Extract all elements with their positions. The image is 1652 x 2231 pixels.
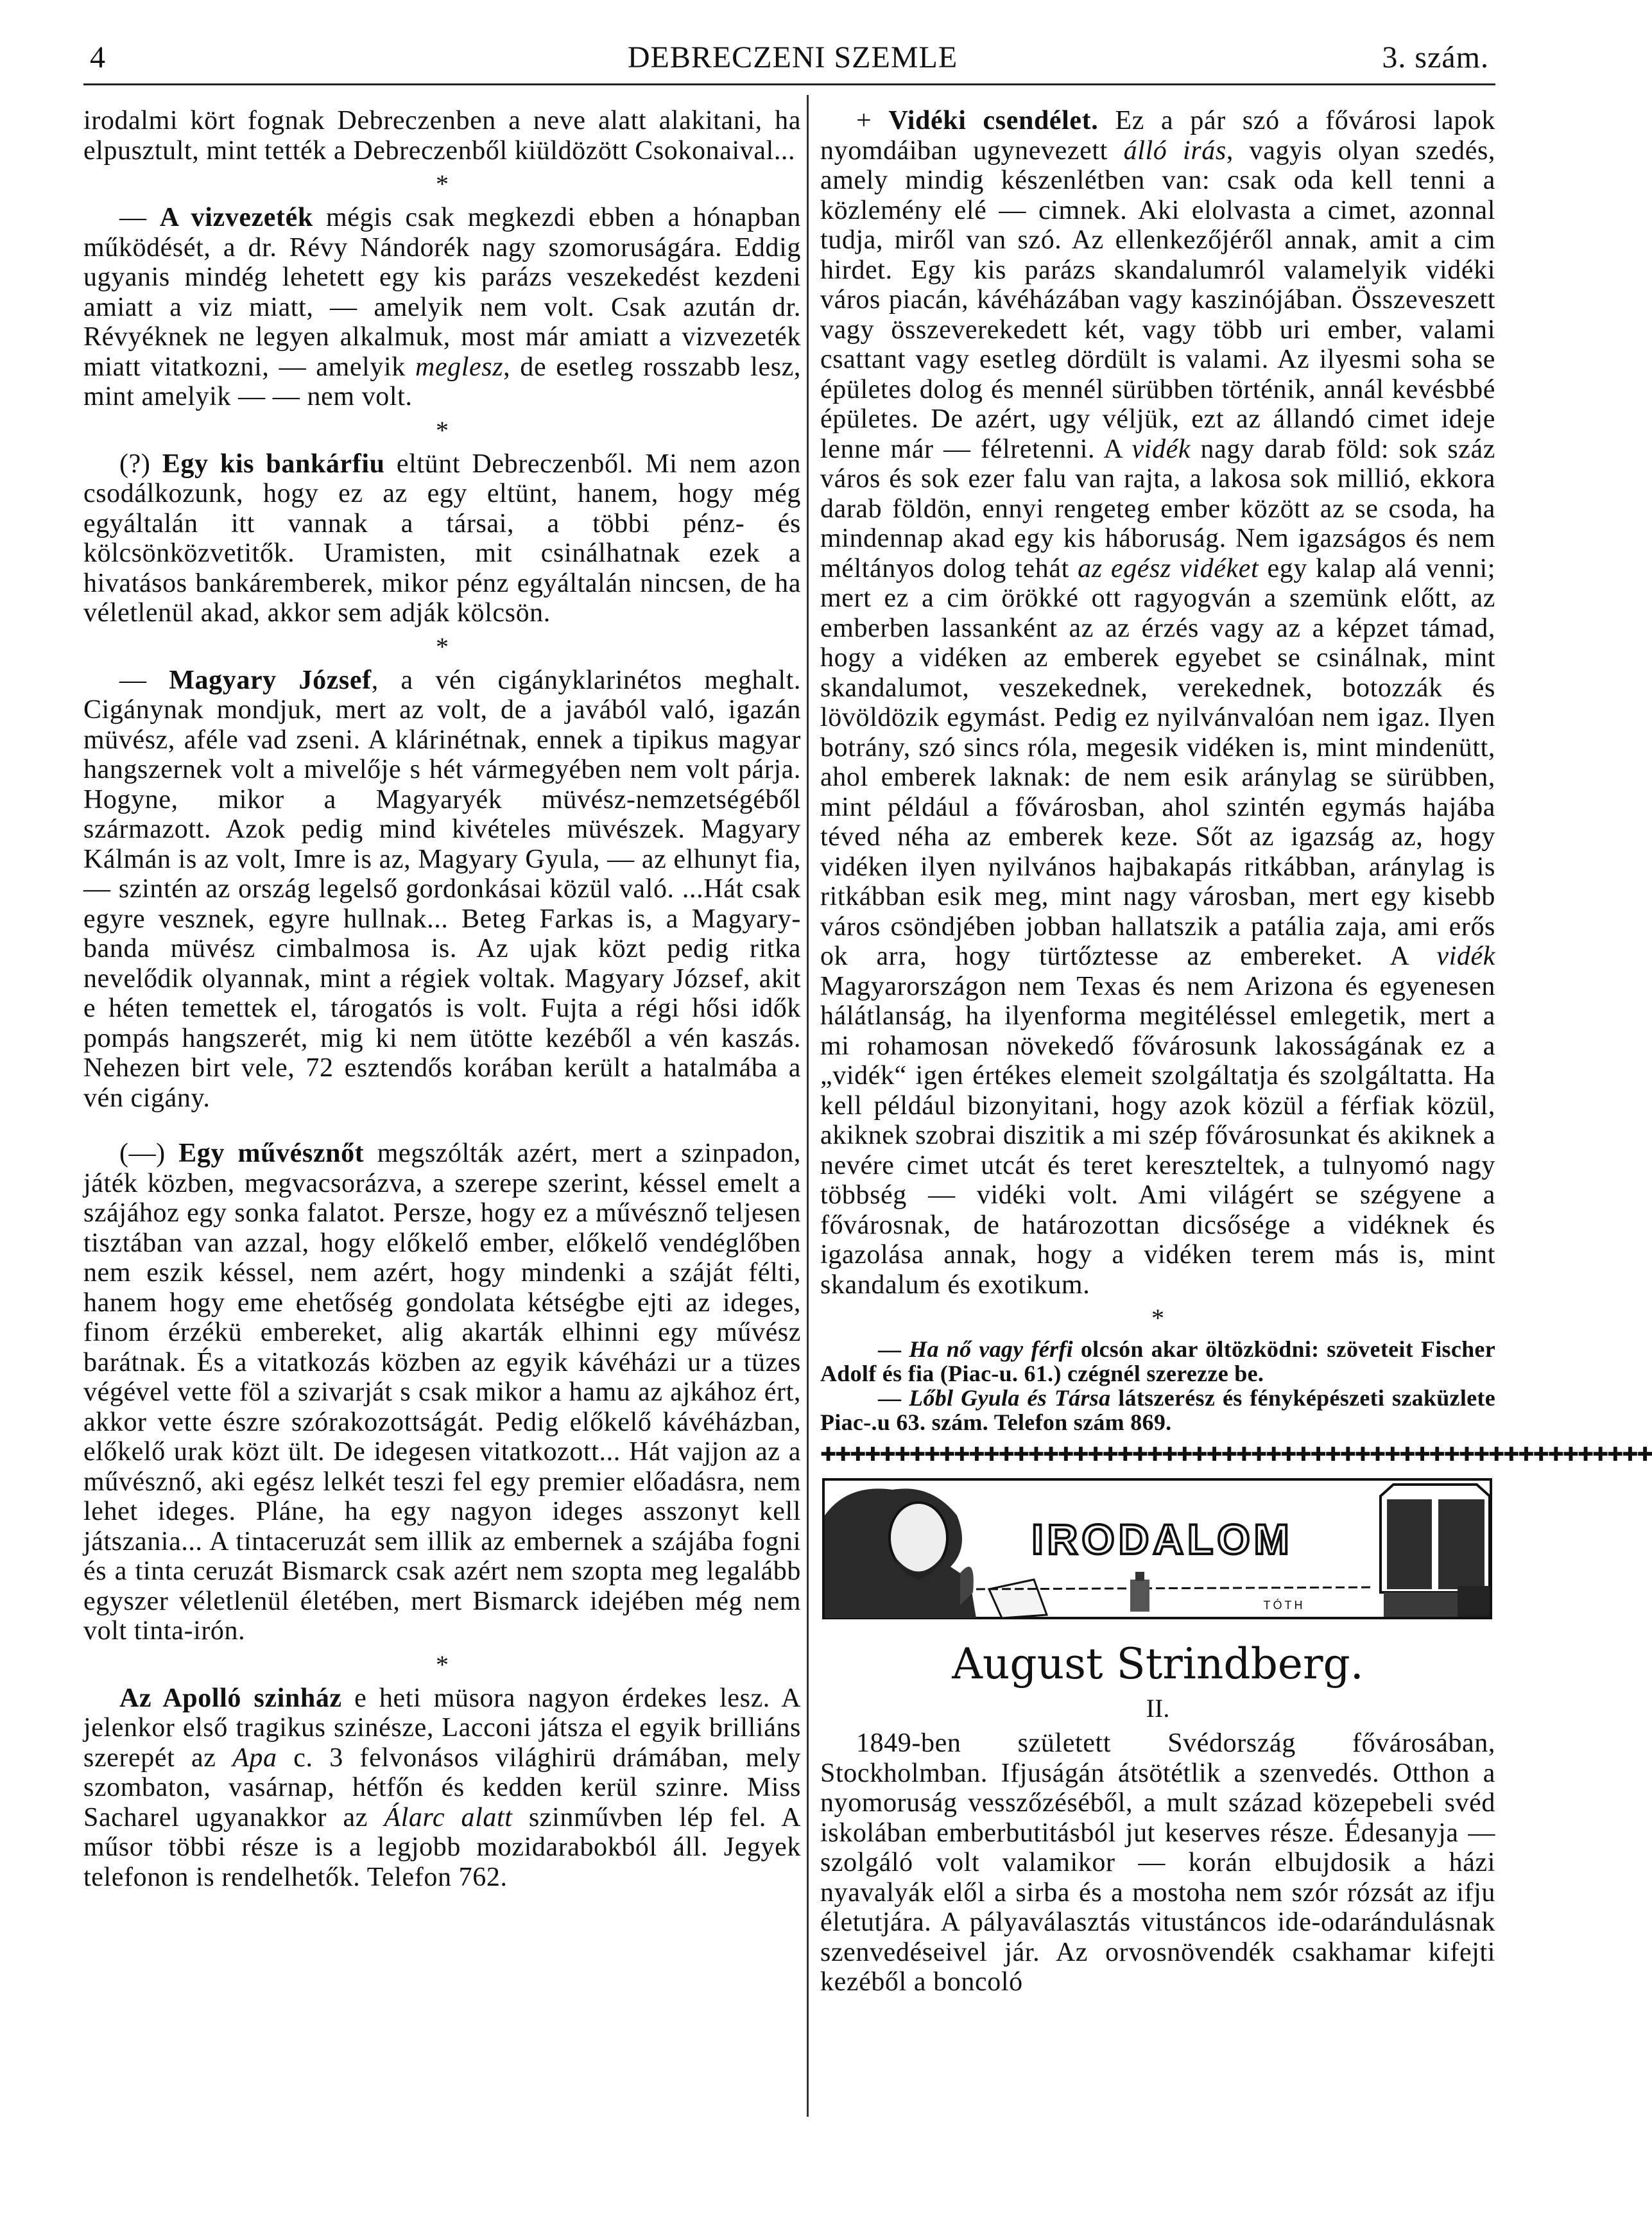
irodalom-illustration xyxy=(822,1477,1492,1621)
headline-text: Egy művésznőt xyxy=(178,1139,365,1168)
headline-text: Magyary József xyxy=(169,665,372,695)
headline-text: Vidéki csendélet. xyxy=(888,106,1099,135)
body-text: egy kalap alá venni; mert ez a cim örökké ott ragyogván a szemünk előtt, az emberben lassanként az az érzés vagy az a képzet támad, hogy a vidéken az emberek egyebet se csinálnak, mint skandalumot, veszekednek, verekednek, botozzák és lövöldözik egymást. Pedig ez nyilvánvalóan nem igaz. Ilyen botrány, szó sincs róla, megesik vidéken is, mint mindenütt, ahol emberek laknak: de nem esik aránylag se sürübben, mint például a fővárosban, ahol szintén egymás hajába téved néha az emberek keze. Sőt az igazság az, hogy vidéken ilyen nyilvános hajbakapás ritkábban, aránylag is ritkábban esik meg, mint nagy városban, mert egy kisebb város csöndjében jobban hallatszik a patália zaja, ami erős ok arra, hogy türtőztesse az embereket. A xyxy=(820,553,1495,971)
advertisements xyxy=(820,1337,1495,1434)
paragraph xyxy=(83,666,801,1114)
issue-number: 3. szám. xyxy=(1382,40,1489,74)
headline-text: Az Apolló szinház xyxy=(119,1683,342,1713)
paragraph xyxy=(820,1728,1495,1997)
paragraph xyxy=(83,1139,801,1646)
emphasis-text: Ha nő vagy férfi xyxy=(909,1336,1073,1362)
paragraph xyxy=(820,106,1495,1300)
right-column xyxy=(820,106,1652,1997)
body-text: (—) xyxy=(119,1139,179,1168)
body-text: Magyarországon nem Texas és nem Arizona és egyenesen hálátlanság, ha ilyenforma megitéléssel emlegetik, mert a mi rohamosan növekedő fővárosunk lakosságának ez a „vidék“ igen értékes elemeit szolgáltatja és szolgáltatta. Ha kell például bizonyitani, hogy azok közül a férfiak közül, akiknek szobrai diszitik a mi szép fővárosunkat és akiknek a nevére cimet utcát és teret kereszteltek, a tulnyomó nagy többség — vidéki volt. Ami világért se szégyene a fővárosnak, de határozottan dicsősége a vidéknek és igazolása annak, hogy a vidéken terem más is, mint skandalum és exotikum. xyxy=(820,971,1495,1300)
advertisement-lobl xyxy=(820,1386,1495,1434)
newspaper-title: DEBRECZENI SZEMLE xyxy=(627,40,958,74)
article-magyary-jozsef xyxy=(83,666,801,1114)
body-text: — xyxy=(878,1336,909,1362)
article-muvesznot xyxy=(83,1139,801,1646)
emphasis-text: meglesz xyxy=(415,352,504,382)
article-vizvezetek xyxy=(83,203,801,412)
headline-text: Egy kis bankárfiu xyxy=(162,449,385,479)
emphasis-text: vidék xyxy=(1131,434,1191,464)
emphasis-text: az egész vidéket xyxy=(1078,553,1259,583)
headline-text: A vizvezeték xyxy=(159,203,313,232)
header-rule xyxy=(83,83,1495,85)
body-text: , a vén cigányklarinétos meghalt. Cigánynak mondjuk, mert az volt, de a javából való, igazán müvész, aféle vad zseni. A klárinétnak, ennek a tipikus magyar hangszernek volt a mivelője s hét vármegyében nem volt párja. Hogyne, mikor a Magyaryék müvész-nemzetségéből származott. Azok pedig mind kivételes müvészek. Magyary Kálmán is az volt, Imre is az, Magyary Gyula, — az elhunyt fia, — szintén az ország legelső gordonkásai közül való. ...Hát csak egyre vesznek, egyre hullnak... Beteg Farkas is, a Magyary-banda müvész cimbalmosa is. Az ujak közt pedig ritka nevelődik olyannak, mint a régiek voltak. Magyary József, akit e héten temettek el, tárogatós is volt. Fujta a régi hősi idők pompás hangszerét, mig ki nem ütötte kezéből a vén kaszás. Nehezen birt vele, 72 esztendős korában került a hatalmába a vén cigány. xyxy=(83,665,801,1113)
illustration-heading: IRODALOM xyxy=(1031,1515,1293,1563)
body-text: — xyxy=(878,1385,909,1411)
emphasis-text: vidék xyxy=(1436,942,1495,971)
body-text: eltünt Debreczenből. Mi nem azon csodálkozunk, hogy ez az egy eltünt, hanem, hogy még egyáltalán itt vannak a társai, a többi pénz- és kölcsönközvetitők. Uramisten, mit csinálhatnak ezek a hivatásos bankáremberek, mikor pénz egyáltalán nincsen, de ha véletlenül akad, akkor sem adják kölcsön. xyxy=(83,449,802,628)
paragraph xyxy=(83,106,801,166)
section-separator: * xyxy=(436,169,449,198)
body-text: — xyxy=(119,203,160,232)
body-text: (?) xyxy=(119,449,162,479)
spacer xyxy=(83,1113,801,1139)
bookcase-icon xyxy=(1381,1485,1490,1617)
article-csokonai-continuation xyxy=(83,106,801,166)
section-separator: * xyxy=(436,415,449,445)
artist-signature: TÓTH xyxy=(1263,1599,1305,1612)
article-part: II. xyxy=(1146,1694,1170,1723)
inkwell-icon xyxy=(1130,1572,1149,1612)
body-text: olcsón akar öltözködni: szöveteit Fischer Adolf és fia (Piac-u. 61.) czégnél szerezze be. xyxy=(820,1336,1495,1386)
left-column xyxy=(83,106,801,1892)
body-text: látszerész és fényképészeti szaküzlete Piac-.u 63. szám. Telefon szám 869. xyxy=(820,1385,1495,1435)
ornament-row: ✚✚✚✚✚✚✚✚✚✚✚✚✚✚✚✚✚✚✚✚✚✚✚✚✚✚✚✚✚✚✚✚✚✚✚✚✚✚✚✚✚✚✚✚✚✚✚✚✚✚✚✚✚✚✚✚ xyxy=(820,1444,1652,1465)
emphasis-text: álló irás xyxy=(1123,135,1226,166)
body-text: nagy darab föld: sok száz város és sok ezer falu van rajta, a lakosa sok millió, ekkora darab földön, ennyi rengeteg ember között az se csoda, ha mindennap akad egy kis háboruság. Nem igazságos és nem méltányos dolog tehát xyxy=(820,434,1495,583)
article-strindberg xyxy=(820,1728,1495,1997)
body-text: irodalmi kört fognak Debreczenben a neve alatt alakitani, ha elpusztult, mint tették a Debreczenből kiüldözött Csokonaival... xyxy=(83,106,801,166)
article-bankarfiu xyxy=(83,449,801,628)
paragraph xyxy=(83,1684,801,1893)
body-text: + xyxy=(856,106,889,135)
writer-figure-icon xyxy=(825,1488,1047,1618)
body-text: Ez a pár szó a fővárosi lapok nyomdáiban ugynevezett xyxy=(820,106,1496,166)
page-number: 4 xyxy=(90,40,106,74)
body-text: 1849-ben született Svédország fővárosában, Stockholmban. Ifjuságán átsötétlik a szenvedés. Otthon a nyomoruság vesszőzéséből, a mult század közepebeli svéd iskolában emberbutitásból jut keserves része. Édesanyja — szolgáló volt valamikor — korán elbujdosik a házi nyavalyák elől a sirba és a mostoha nem szór rózsát az ifju életutjára. A pályaválasztás vitustáncos ide-odarándulásnak szenvedéseivel jár. Az orvosnövendék csakhamar kifejti kezéből a boncoló xyxy=(820,1728,1495,1997)
paragraph xyxy=(83,449,801,628)
body-text: megszólták azért, mert a szinpadon, játék közben, megvacsorázva, a szerepe szerint, késsel emelt a szájához egy sonka falatot. Persze, hogy ez a művésznő teljesen tisztában van azzal, hogy előkelő ember, előkelő vendéglőben nem eszik késsel, nem azért, hogy mindenki a száját félti, hanem hogy eme ehetőség gondolata kétségbe ejti az ideges, finom érzékü embereket, alig akarták elhinni egy művész barátnak. És a vitatkozás közben az egyik kávéházi ur a tüzes végével vette föl a szivarját s csak mikor a hamu az ajkához ért, akkor vette észre szórakozottságát. Pedig előkelő kávéházban, előkelő urak közt ült. De idegesen vitatkozott... Hát vajjon az a művésznő, aki egész lelkét teszi fel egy premier előadásra, nem lehet ideges. Pláne, ha egy nagyon ideges asszonyt kell játszania... A tintaceruzát sem illik az embernek a szájába fogni és a tinta ceruzát Bismarck csak azért nem szopta meg legalább egyszer véletlenül életében, mert Bismarck idejében még nem volt tinta-irón. xyxy=(83,1139,801,1646)
body-text: mégis csak megkezdi ebben a hónapban működését, a dr. Révy Nándorék nagy szomoruságára. Eddig ugyanis mindég lehetett egy kis parázs veszekedést kezdeni amiatt a viz miatt, — amelyik nem volt. Csak azután dr. Révyéknek ne legyen alkalmuk, most már amiatt a vizvezeték miatt vitatkozni, — amelyik xyxy=(83,203,802,382)
body-text: , vagyis olyan szedés, amely mindig készenlétben van: csak oda kell tenni a közlemény elé — cimnek. Aki elolvasta a cimet, azonnal tudja, miről van szó. Az ellenkezőjéről annak, amit a cim hirdet. Egy kis parázs skandalumról valamelyik vidéki város piacán, kávéházában vagy kaszinójában. Összeveszett vagy összeverekedett két, vagy több uri ember, valami csattant vagy esetleg dördült is valami. Az ilyesmi soha se épületes dolog és mennél sürübben történik, annál kevésbbé épületes. De azért, ugy véljük, ezt az állandó cimet ideje lenne már — félretenni. A xyxy=(820,135,1495,464)
body-text: szinművben lép fel. A műsor többi része is a legjobb mozidarabokból áll. Jegyek telefonon is rendelhetők. Telefon 762. xyxy=(83,1802,802,1892)
article-title: August Strindberg. xyxy=(952,1639,1364,1689)
article-videki-csendelet xyxy=(820,106,1495,1300)
section-separator: * xyxy=(436,632,449,661)
paragraph xyxy=(83,203,801,412)
body-text: c. 3 felvonásos világhirü drámában, mely szombaton, vasárnap, hétfőn és kedden kerül szinre. Miss Sacharel ugyanakkor az xyxy=(83,1743,801,1832)
emphasis-text: Lőbl Gyula és Társa xyxy=(909,1385,1111,1411)
body-text: — xyxy=(119,665,169,695)
body-text: e heti müsora nagyon érdekes lesz. A jelenkor első tragikus szinésze, Lacconi játsza el egyik brilliáns szerepét az xyxy=(83,1683,802,1773)
section-separator: * xyxy=(436,1650,449,1679)
emphasis-text: Álarc alatt xyxy=(384,1802,513,1832)
column-divider xyxy=(807,95,809,2117)
emphasis-text: Apa xyxy=(232,1743,277,1773)
body-text: , de esetleg rosszabb lesz, mint amelyik — — nem volt. xyxy=(83,352,801,411)
article-apollo-szinhaz xyxy=(83,1684,801,1893)
section-separator: * xyxy=(1151,1304,1164,1332)
advertisement-fischer xyxy=(820,1337,1495,1386)
